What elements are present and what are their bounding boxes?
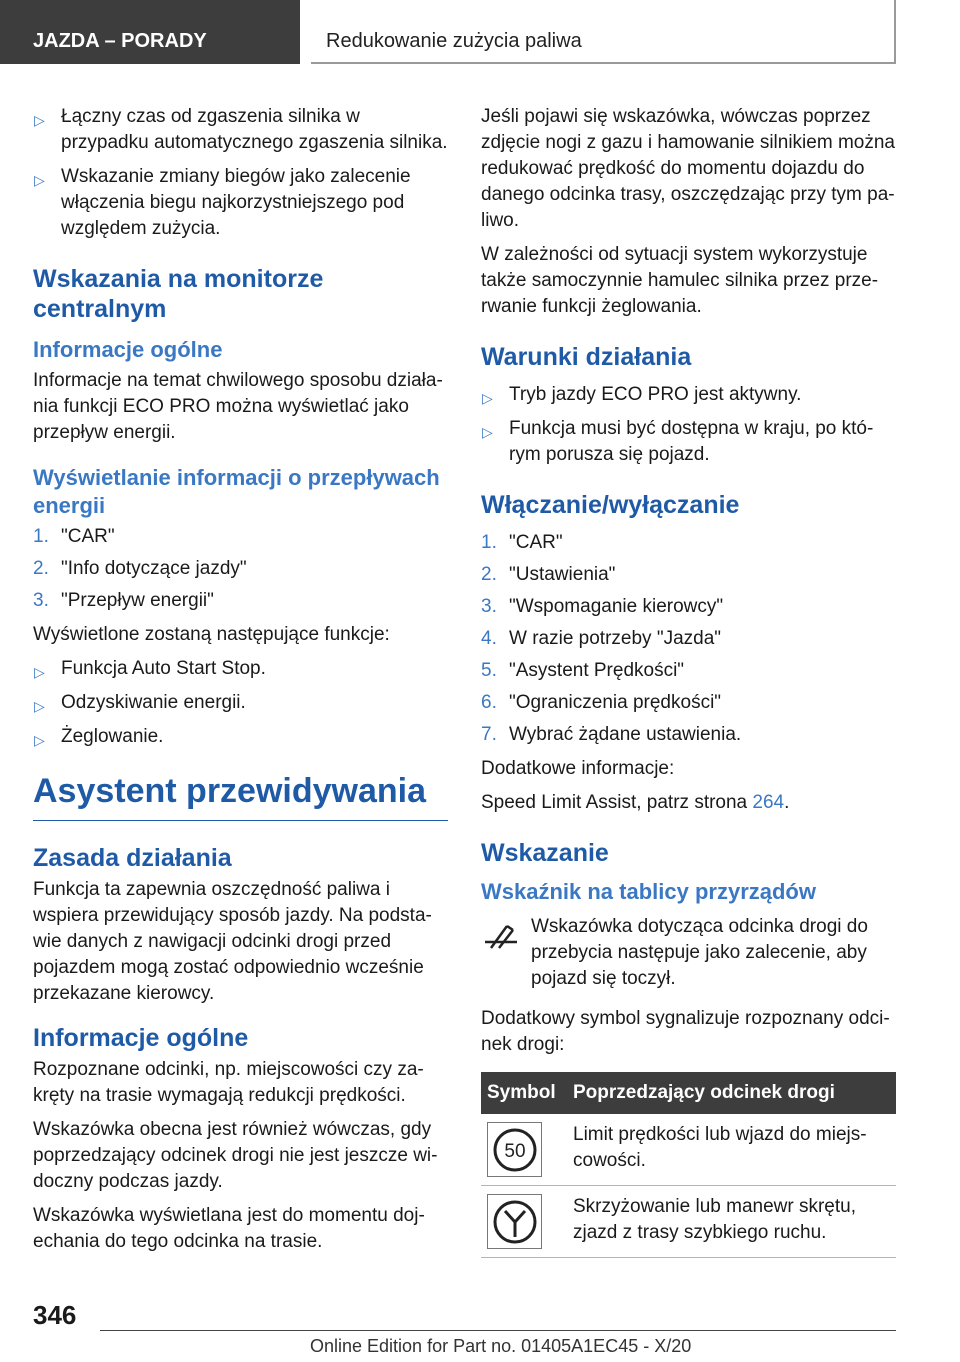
list-item: 3. "Przepływ energii": [33, 590, 214, 611]
list-item: ▷ Żeglowanie.: [33, 724, 448, 750]
left-column: [33, 104, 448, 1263]
paragraph-speed-limit: Speed Limit Assist, patrz strona 264.: [481, 792, 790, 813]
table-row: [481, 1186, 896, 1258]
heading-on-off: Włączanie/wyłączanie: [481, 491, 740, 519]
list-item: 6. "Ograniczenia prędkości": [481, 692, 722, 713]
triangle-bullet-icon: ▷: [34, 172, 45, 188]
heading-instrument-cluster: Wskaźnik na tablicy przyrządów: [481, 879, 816, 904]
paragraph-info-2c: Wskazówka wyświetlana jest do momentu dojechania do tego odcinka na trasie.: [33, 1205, 425, 1252]
heading-info-general-2: Informacje ogólne: [33, 1024, 249, 1052]
triangle-bullet-icon: ▷: [34, 664, 45, 680]
paragraph-info-2b: Wskazówka obecna jest również wówczas, gdy poprzedzający odcinek drogi nie jest jeszcze widoczny podczas jazdy.: [33, 1119, 438, 1192]
paragraph-cluster: Wskazówka dotycząca odcinka drogi do przebycia następuje jako zalecenie, aby pojazd się toczył.: [481, 914, 896, 992]
heading-conditions: Warunki działania: [481, 343, 692, 371]
bullet-list-functions: [33, 656, 448, 750]
steps-energy-flow: [33, 524, 448, 614]
list-item: 2. "Info dotyczące jazdy": [33, 558, 247, 579]
page-header-title: [311, 0, 896, 64]
speed-limit-50-icon: [492, 1127, 538, 1173]
table-cell-text: Skrzyżowanie lub manewr skrętu, zjazd z trasy szybkiego ruchu.: [567, 1186, 896, 1258]
section-label: JAZDA – PORADY: [33, 30, 207, 52]
paragraph-shown-functions: Wyświetlone zostaną następujące funkcje:: [33, 624, 390, 645]
paragraph-additional-info: Dodatkowe informacje:: [481, 758, 675, 779]
column-header-section: Poprzedzający odcinek drogi: [567, 1072, 896, 1114]
svg-text:50: 50: [503, 1140, 526, 1162]
list-item: 1. "CAR": [481, 532, 563, 553]
page-number: 346: [33, 1300, 77, 1330]
heading-predictive-assistant: Asystent przewidywania: [33, 770, 448, 821]
table-row: [481, 1114, 896, 1186]
paragraph-intro-2: W zależności od sytuacji system wykorzystuje także samoczynnie hamulec silnika przez przerwanie funkcji żeglowania.: [481, 244, 879, 317]
paragraph-extra-symbol: Dodatkowy symbol sygnalizuje rozpoznany odcinek drogi:: [481, 1008, 890, 1055]
list-item: 3. "Wspomaganie kierowcy": [481, 596, 724, 617]
heading-energy-flow: Wyświetlanie informacji o przepływach energii: [33, 465, 440, 518]
heading-principle: Zasada działania: [33, 844, 232, 872]
paragraph-info-2a: Rozpoznane odcinki, np. miejscowości czy zakręty na trasie wymagają redukcji prędkości.: [33, 1059, 424, 1106]
list-item: 4. W razie potrzeby "Jazda": [481, 628, 722, 649]
column-header-symbol: Symbol: [481, 1072, 567, 1114]
right-column: [481, 104, 896, 1258]
list-item: ▷ Odzyskiwanie energii.: [33, 690, 448, 716]
junction-symbol: [487, 1194, 542, 1249]
triangle-bullet-icon: ▷: [34, 698, 45, 714]
list-item: 5. "Asystent Prędkości": [481, 660, 685, 681]
heading-info-general: Informacje ogólne: [33, 337, 223, 362]
page-reference-link[interactable]: 264: [752, 792, 785, 813]
paragraph-principle: Funkcja ta zapewnia oszczędność paliwa i wspiera przewidujący sposób jazdy. Na podstawie danych z nawigacji odcinki drogi przed pojazdem mogą zostać odpowiednio wcześnie przekazane kierowcy.: [33, 879, 432, 1004]
section-tab: [0, 0, 300, 64]
symbol-table: [481, 1072, 896, 1258]
rolling-hint-icon: [481, 918, 521, 954]
triangle-bullet-icon: ▷: [482, 390, 493, 406]
list-item: 2. "Ustawienia": [481, 564, 616, 585]
heading-display: Wskazanie: [481, 839, 609, 867]
list-item: ▷ Wskazanie zmiany biegów jako zalecenie włączenia biegu najkorzystniejszego pod względem zużycia.: [34, 166, 411, 239]
footer-divider: [100, 1330, 896, 1331]
list-item: 7. Wybrać żądane ustawienia.: [481, 724, 742, 745]
speed-limit-symbol: [487, 1122, 542, 1177]
steps-on-off: [481, 530, 896, 748]
paragraph-intro-1: Jeśli pojawi się wskazówka, wówczas poprzez zdjęcie nogi z gazu i hamowanie silnikiem można redukować prędkość do momentu dojazdu do danego odcinka trasy, oszczędzając przy tym paliwo.: [481, 106, 895, 231]
triangle-bullet-icon: ▷: [34, 732, 45, 748]
triangle-bullet-icon: ▷: [482, 424, 493, 440]
paragraph-info-general: Informacje na temat chwilowego sposobu działania funkcji ECO PRO można wyświetlać jako przepływ energii.: [33, 370, 443, 443]
list-item: ▷ Łączny czas od zgaszenia silnika w przypadku automatycznego zgaszenia silnika.: [34, 106, 448, 153]
footer-edition: Online Edition for Part no. 01405A1EC45 - X/20: [310, 1336, 692, 1356]
table-header-row: [481, 1072, 896, 1114]
list-item: ▷ Funkcja Auto Start Stop.: [33, 656, 448, 682]
table-cell-text: Limit prędkości lub wjazd do miejscowości.: [567, 1114, 896, 1186]
chapter-title: Redukowanie zużycia paliwa: [326, 30, 582, 52]
list-item: ▷ Tryb jazdy ECO PRO jest aktywny.: [481, 382, 896, 408]
triangle-bullet-icon: ▷: [34, 112, 45, 128]
junction-icon: [492, 1199, 538, 1245]
bullet-list-conditions: [481, 382, 896, 468]
heading-monitor: Wskazania na monitorze centralnym: [33, 265, 324, 323]
list-item: 1. "CAR": [33, 526, 115, 547]
bullet-list-top: [33, 104, 448, 242]
list-item: ▷ Funkcja musi być dostępna w kraju, po którym porusza się pojazd.: [482, 418, 874, 465]
